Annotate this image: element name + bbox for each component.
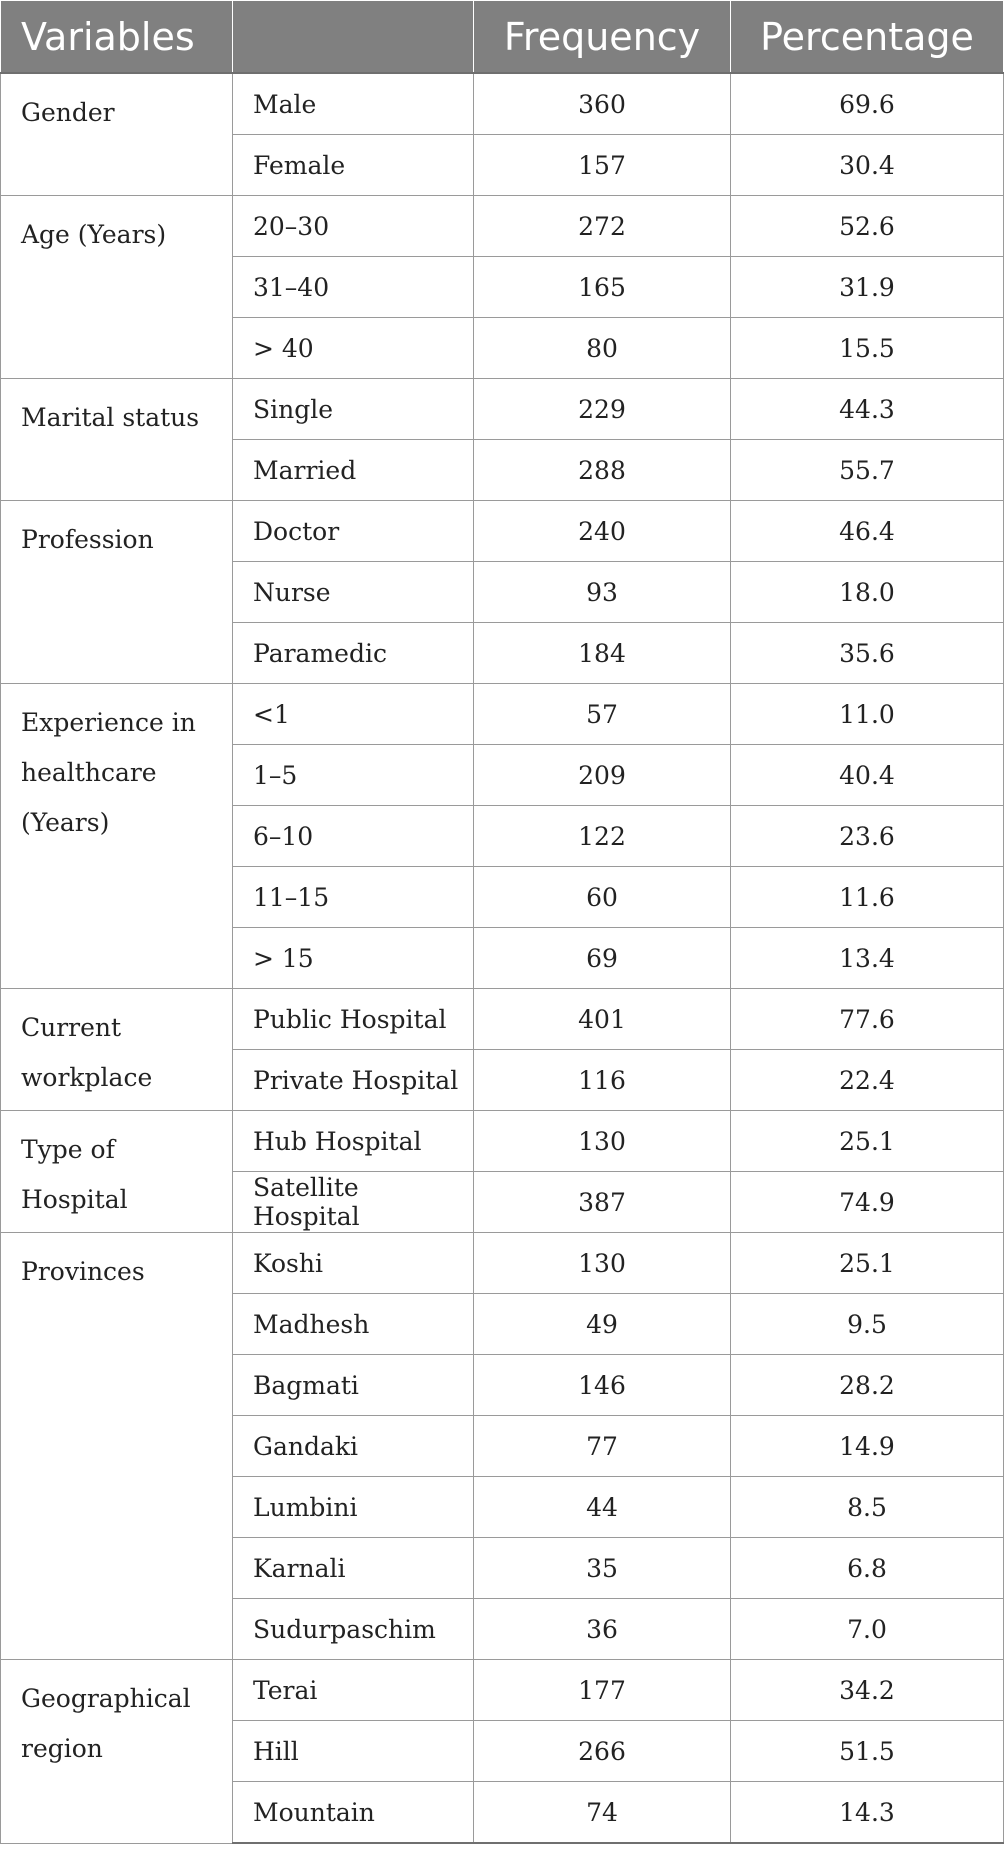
category-cell: Koshi (233, 1233, 474, 1294)
frequency-cell: 157 (474, 135, 731, 196)
category-cell: Terai (233, 1660, 474, 1721)
frequency-cell: 69 (474, 928, 731, 989)
percentage-cell: 44.3 (731, 379, 1004, 440)
percentage-cell: 31.9 (731, 257, 1004, 318)
percentage-cell: 28.2 (731, 1355, 1004, 1416)
category-cell: Hub Hospital (233, 1111, 474, 1172)
category-cell: Madhesh (233, 1294, 474, 1355)
variable-cell: Age (Years) (1, 196, 233, 379)
category-cell: Doctor (233, 501, 474, 562)
percentage-cell: 52.6 (731, 196, 1004, 257)
table-row (1, 684, 1004, 745)
category-cell: Paramedic (233, 623, 474, 684)
frequency-cell: 122 (474, 806, 731, 867)
percentage-cell: 46.4 (731, 501, 1004, 562)
percentage-cell: 8.5 (731, 1477, 1004, 1538)
frequency-cell: 80 (474, 318, 731, 379)
frequency-cell: 288 (474, 440, 731, 501)
category-cell: 20–30 (233, 196, 474, 257)
table-body (1, 73, 1004, 1843)
percentage-cell: 51.5 (731, 1721, 1004, 1782)
frequency-cell: 360 (474, 73, 731, 135)
variable-cell: Geographical region (1, 1660, 233, 1844)
table-row (1, 196, 1004, 257)
percentage-cell: 15.5 (731, 318, 1004, 379)
category-cell: Nurse (233, 562, 474, 623)
percentage-cell: 6.8 (731, 1538, 1004, 1599)
variable-cell: Current workplace (1, 989, 233, 1111)
category-cell: Married (233, 440, 474, 501)
percentage-cell: 69.6 (731, 73, 1004, 135)
category-cell: Lumbini (233, 1477, 474, 1538)
table-row (1, 1660, 1004, 1721)
percentage-cell: 23.6 (731, 806, 1004, 867)
percentage-cell: 9.5 (731, 1294, 1004, 1355)
frequency-cell: 77 (474, 1416, 731, 1477)
table-row (1, 1233, 1004, 1294)
frequency-cell: 209 (474, 745, 731, 806)
category-cell: 6–10 (233, 806, 474, 867)
frequency-cell: 130 (474, 1233, 731, 1294)
table-row (1, 1111, 1004, 1172)
frequency-cell: 240 (474, 501, 731, 562)
header-row (1, 1, 1004, 74)
percentage-cell: 18.0 (731, 562, 1004, 623)
percentage-cell: 11.0 (731, 684, 1004, 745)
frequency-cell: 74 (474, 1782, 731, 1844)
table-row (1, 989, 1004, 1050)
percentage-cell: 40.4 (731, 745, 1004, 806)
percentage-cell: 35.6 (731, 623, 1004, 684)
frequency-cell: 266 (474, 1721, 731, 1782)
category-cell: 1–5 (233, 745, 474, 806)
category-cell: Karnali (233, 1538, 474, 1599)
header-category (233, 1, 474, 74)
header-percentage: Percentage (731, 1, 1004, 74)
header-frequency: Frequency (474, 1, 731, 74)
percentage-cell: 77.6 (731, 989, 1004, 1050)
percentage-cell: 11.6 (731, 867, 1004, 928)
percentage-cell: 14.9 (731, 1416, 1004, 1477)
frequency-cell: 387 (474, 1172, 731, 1233)
table-row (1, 73, 1004, 135)
category-cell: Female (233, 135, 474, 196)
header-variables: Variables (1, 1, 233, 74)
category-cell: Sudurpaschim (233, 1599, 474, 1660)
category-cell: Satellite Hospital (233, 1172, 474, 1233)
frequency-cell: 35 (474, 1538, 731, 1599)
frequency-cell: 165 (474, 257, 731, 318)
table-row (1, 501, 1004, 562)
percentage-cell: 7.0 (731, 1599, 1004, 1660)
percentage-cell: 34.2 (731, 1660, 1004, 1721)
frequency-cell: 116 (474, 1050, 731, 1111)
frequency-cell: 146 (474, 1355, 731, 1416)
frequency-cell: 401 (474, 989, 731, 1050)
category-cell: Bagmati (233, 1355, 474, 1416)
percentage-cell: 25.1 (731, 1111, 1004, 1172)
category-cell: 11–15 (233, 867, 474, 928)
frequency-cell: 44 (474, 1477, 731, 1538)
frequency-cell: 229 (474, 379, 731, 440)
category-cell: <1 (233, 684, 474, 745)
category-cell: 31–40 (233, 257, 474, 318)
variable-cell: Gender (1, 73, 233, 196)
frequency-cell: 177 (474, 1660, 731, 1721)
percentage-cell: 25.1 (731, 1233, 1004, 1294)
variable-cell: Experience in healthcare (Years) (1, 684, 233, 989)
percentage-cell: 22.4 (731, 1050, 1004, 1111)
category-cell: > 15 (233, 928, 474, 989)
category-cell: Public Hospital (233, 989, 474, 1050)
percentage-cell: 14.3 (731, 1782, 1004, 1844)
variable-cell: Type of Hospital (1, 1111, 233, 1233)
category-cell: Gandaki (233, 1416, 474, 1477)
frequency-cell: 36 (474, 1599, 731, 1660)
category-cell: Mountain (233, 1782, 474, 1844)
frequency-cell: 57 (474, 684, 731, 745)
category-cell: Male (233, 73, 474, 135)
category-cell: Private Hospital (233, 1050, 474, 1111)
variable-cell: Provinces (1, 1233, 233, 1660)
percentage-cell: 74.9 (731, 1172, 1004, 1233)
variable-cell: Marital status (1, 379, 233, 501)
table-header (1, 1, 1004, 74)
percentage-cell: 13.4 (731, 928, 1004, 989)
frequency-cell: 93 (474, 562, 731, 623)
frequency-cell: 49 (474, 1294, 731, 1355)
variable-cell: Profession (1, 501, 233, 684)
category-cell: > 40 (233, 318, 474, 379)
frequency-cell: 184 (474, 623, 731, 684)
category-cell: Hill (233, 1721, 474, 1782)
percentage-cell: 30.4 (731, 135, 1004, 196)
table-row (1, 379, 1004, 440)
category-cell: Single (233, 379, 474, 440)
percentage-cell: 55.7 (731, 440, 1004, 501)
frequency-cell: 272 (474, 196, 731, 257)
frequency-cell: 60 (474, 867, 731, 928)
frequency-cell: 130 (474, 1111, 731, 1172)
